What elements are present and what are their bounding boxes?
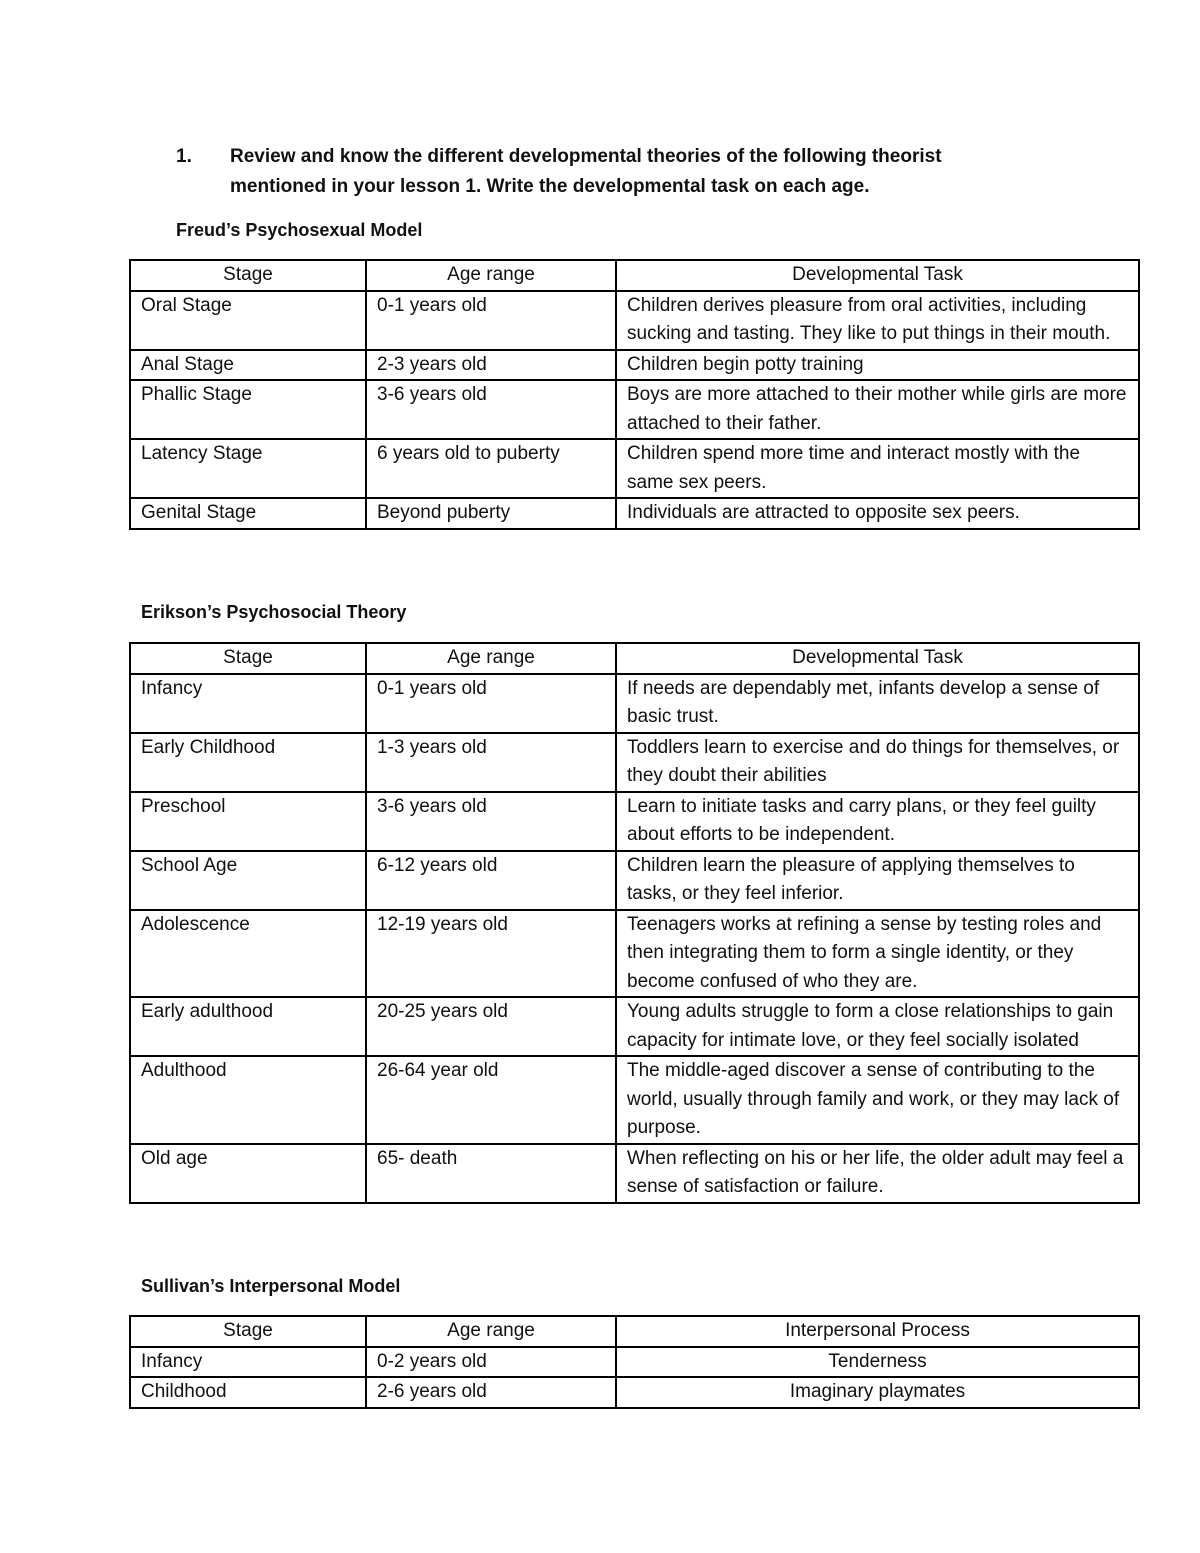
freud-table <box>129 259 1140 530</box>
age-cell: 3-6 years old <box>366 380 616 439</box>
age-cell: 0-1 years old <box>366 674 616 733</box>
stage-cell: School Age <box>130 851 366 910</box>
table-row <box>130 910 1139 998</box>
table-header-row <box>130 1316 1139 1347</box>
table-row <box>130 674 1139 733</box>
task-cell: The middle-aged discover a sense of contributing to the world, usually through family and work, or they may lack of purpose. <box>616 1056 1139 1144</box>
table-row <box>130 350 1139 381</box>
table-row <box>130 792 1139 851</box>
table-row <box>130 1144 1139 1203</box>
sullivan-heading: Sullivan’s Interpersonal Model <box>141 1276 401 1296</box>
table-header-row <box>130 643 1139 674</box>
erikson-table <box>129 642 1140 1204</box>
table-row <box>130 439 1139 498</box>
age-cell: 2-3 years old <box>366 350 616 381</box>
task-cell: Children derives pleasure from oral activities, including sucking and tasting. They like to put things in their mouth. <box>616 291 1139 350</box>
header-stage: Stage <box>130 643 366 674</box>
task-cell: Young adults struggle to form a close relationships to gain capacity for intimate love, or they feel socially isolated <box>616 997 1139 1056</box>
question-line-1: Review and know the different developmental theories of the following theorist <box>230 146 942 167</box>
table-row <box>130 997 1139 1056</box>
header-stage: Stage <box>130 260 366 291</box>
age-cell: 6 years old to puberty <box>366 439 616 498</box>
table-row <box>130 380 1139 439</box>
age-cell: 12-19 years old <box>366 910 616 998</box>
stage-cell: Adolescence <box>130 910 366 998</box>
task-cell: Children learn the pleasure of applying themselves to tasks, or they feel inferior. <box>616 851 1139 910</box>
stage-cell: Oral Stage <box>130 291 366 350</box>
table-header-row <box>130 260 1139 291</box>
age-cell: 2-6 years old <box>366 1377 616 1408</box>
age-cell: 1-3 years old <box>366 733 616 792</box>
stage-cell: Preschool <box>130 792 366 851</box>
age-cell: 65- death <box>366 1144 616 1203</box>
stage-cell: Phallic Stage <box>130 380 366 439</box>
process-cell: Imaginary playmates <box>616 1377 1139 1408</box>
age-cell: 26-64 year old <box>366 1056 616 1144</box>
table-row <box>130 1377 1139 1408</box>
table-row <box>130 1056 1139 1144</box>
table-row <box>130 498 1139 529</box>
stage-cell: Adulthood <box>130 1056 366 1144</box>
table-row <box>130 291 1139 350</box>
header-age-range: Age range <box>366 1316 616 1347</box>
question <box>176 142 1076 202</box>
task-cell: Learn to initiate tasks and carry plans, or they feel guilty about efforts to be independent. <box>616 792 1139 851</box>
header-developmental-task: Developmental Task <box>616 260 1139 291</box>
header-stage: Stage <box>130 1316 366 1347</box>
task-cell: Boys are more attached to their mother while girls are more attached to their father. <box>616 380 1139 439</box>
stage-cell: Genital Stage <box>130 498 366 529</box>
age-cell: 0-2 years old <box>366 1347 616 1378</box>
age-cell: 0-1 years old <box>366 291 616 350</box>
task-cell: If needs are dependably met, infants develop a sense of basic trust. <box>616 674 1139 733</box>
question-line-2: mentioned in your lesson 1. Write the developmental task on each age. <box>230 176 870 197</box>
table-row <box>130 1347 1139 1378</box>
stage-cell: Infancy <box>130 674 366 733</box>
header-age-range: Age range <box>366 260 616 291</box>
task-cell: Children spend more time and interact mostly with the same sex peers. <box>616 439 1139 498</box>
sullivan-table <box>129 1315 1140 1409</box>
header-age-range: Age range <box>366 643 616 674</box>
table-row <box>130 851 1139 910</box>
table-row <box>130 733 1139 792</box>
age-cell: Beyond puberty <box>366 498 616 529</box>
stage-cell: Infancy <box>130 1347 366 1378</box>
task-cell: Children begin potty training <box>616 350 1139 381</box>
stage-cell: Anal Stage <box>130 350 366 381</box>
stage-cell: Early adulthood <box>130 997 366 1056</box>
header-interpersonal-process: Interpersonal Process <box>616 1316 1139 1347</box>
stage-cell: Latency Stage <box>130 439 366 498</box>
task-cell: Teenagers works at refining a sense by testing roles and then integrating them to form a single identity, or they become confused of who they are. <box>616 910 1139 998</box>
age-cell: 20-25 years old <box>366 997 616 1056</box>
freud-heading: Freud’s Psychosexual Model <box>176 220 423 240</box>
header-developmental-task: Developmental Task <box>616 643 1139 674</box>
stage-cell: Childhood <box>130 1377 366 1408</box>
stage-cell: Old age <box>130 1144 366 1203</box>
question-number: 1. <box>176 146 192 167</box>
erikson-heading: Erikson’s Psychosocial Theory <box>141 602 407 622</box>
task-cell: Toddlers learn to exercise and do things for themselves, or they doubt their abilities <box>616 733 1139 792</box>
age-cell: 3-6 years old <box>366 792 616 851</box>
task-cell: Individuals are attracted to opposite sex peers. <box>616 498 1139 529</box>
age-cell: 6-12 years old <box>366 851 616 910</box>
stage-cell: Early Childhood <box>130 733 366 792</box>
task-cell: When reflecting on his or her life, the older adult may feel a sense of satisfaction or failure. <box>616 1144 1139 1203</box>
process-cell: Tenderness <box>616 1347 1139 1378</box>
